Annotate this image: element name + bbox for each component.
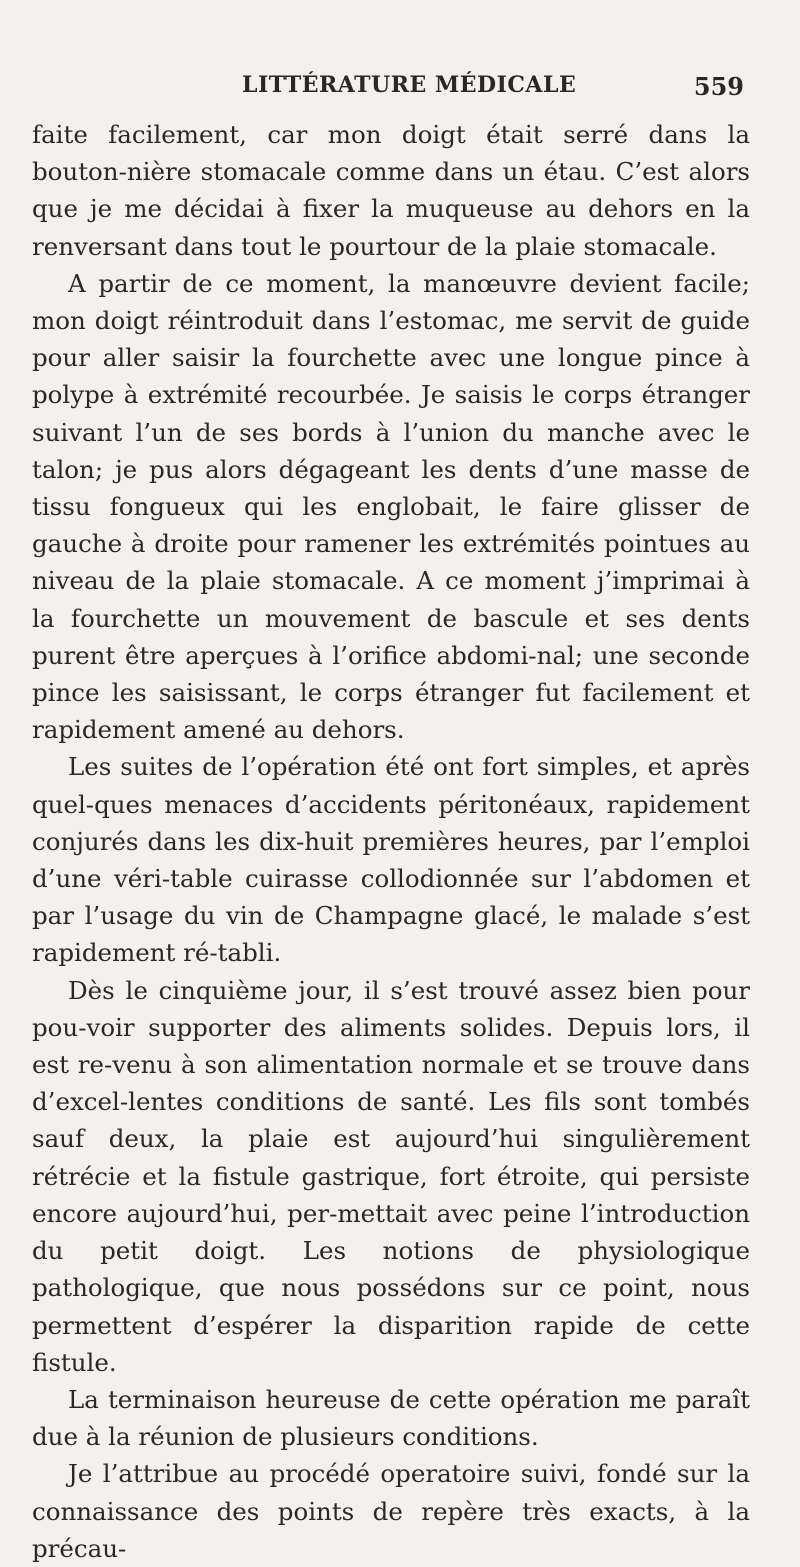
running-head [32, 72, 750, 112]
paragraph: A partir de ce moment, la manœuvre devient facile; mon doigt réintroduit dans l’estomac, me servit de guide pour aller saisir la fourchette avec une longue pince à polype à extrémité recourbée. Je saisis le corps étranger suivant l’un de ses bords à l’union du manche avec le talon; je pus alors dégageant les dents d’une masse de tissu fongueux qui les englobait, le faire glisser de gauche à droite pour ramener les extrémités pointues au niveau de la plaie stomacale. A ce moment j’imprimai à la fourchette un mouvement de bascule et ses dents purent être aperçues à l’orifice abdomi-nal; une seconde pince les saisissant, le corps étranger fut facilement et rapidement amené au dehors. [32, 268, 750, 745]
paragraph: La terminaison heureuse de cette opération me paraît due à la réunion de plusieurs conditions. [32, 1384, 750, 1452]
paragraph-continuation: faite facilement, car mon doigt était serré dans la bouton-nière stomacale comme dans un étau. C’est alors que je me décidai à fixer la muqueuse au dehors en la renversant dans tout le pourtour de la plaie stomacale. [32, 120, 750, 261]
running-title: LITTÉRATURE MÉDICALE [242, 72, 577, 98]
paragraph: Les suites de l’opération été ont fort simples, et après quel-ques menaces d’accidents péritonéaux, rapidement conjurés dans les dix-huit premières heures, par l’emploi d’une véri-table cuirasse collodionnée sur l’abdomen et par l’usage du vin de Champagne glacé, le malade s’est rapidement ré-tabli. [32, 752, 750, 968]
page-number: 559 [693, 72, 744, 101]
paragraph: Dès le cinquième jour, il s’est trouvé assez bien pour pou-voir supporter des aliments solides. Depuis lors, il est re-venu à son alimentation normale et se trouve dans d’excel-lentes conditions de santé. Les fils sont tombés sauf deux, la plaie est aujourd’hui singulièrement rétrécie et la fistule gastrique, fort étroite, qui persiste encore aujourd’hui, per-mettait avec peine l’introduction du petit doigt. Les notions de physiologique pathologique, que nous possédons sur ce point, nous permettent d’espérer la disparition rapide de cette fistule. [32, 975, 750, 1377]
paragraph: Je l’attribue au procédé operatoire suivi, fondé sur la connaissance des points de repère très exacts, à la précau- [32, 1459, 750, 1563]
body-text [32, 116, 750, 1567]
